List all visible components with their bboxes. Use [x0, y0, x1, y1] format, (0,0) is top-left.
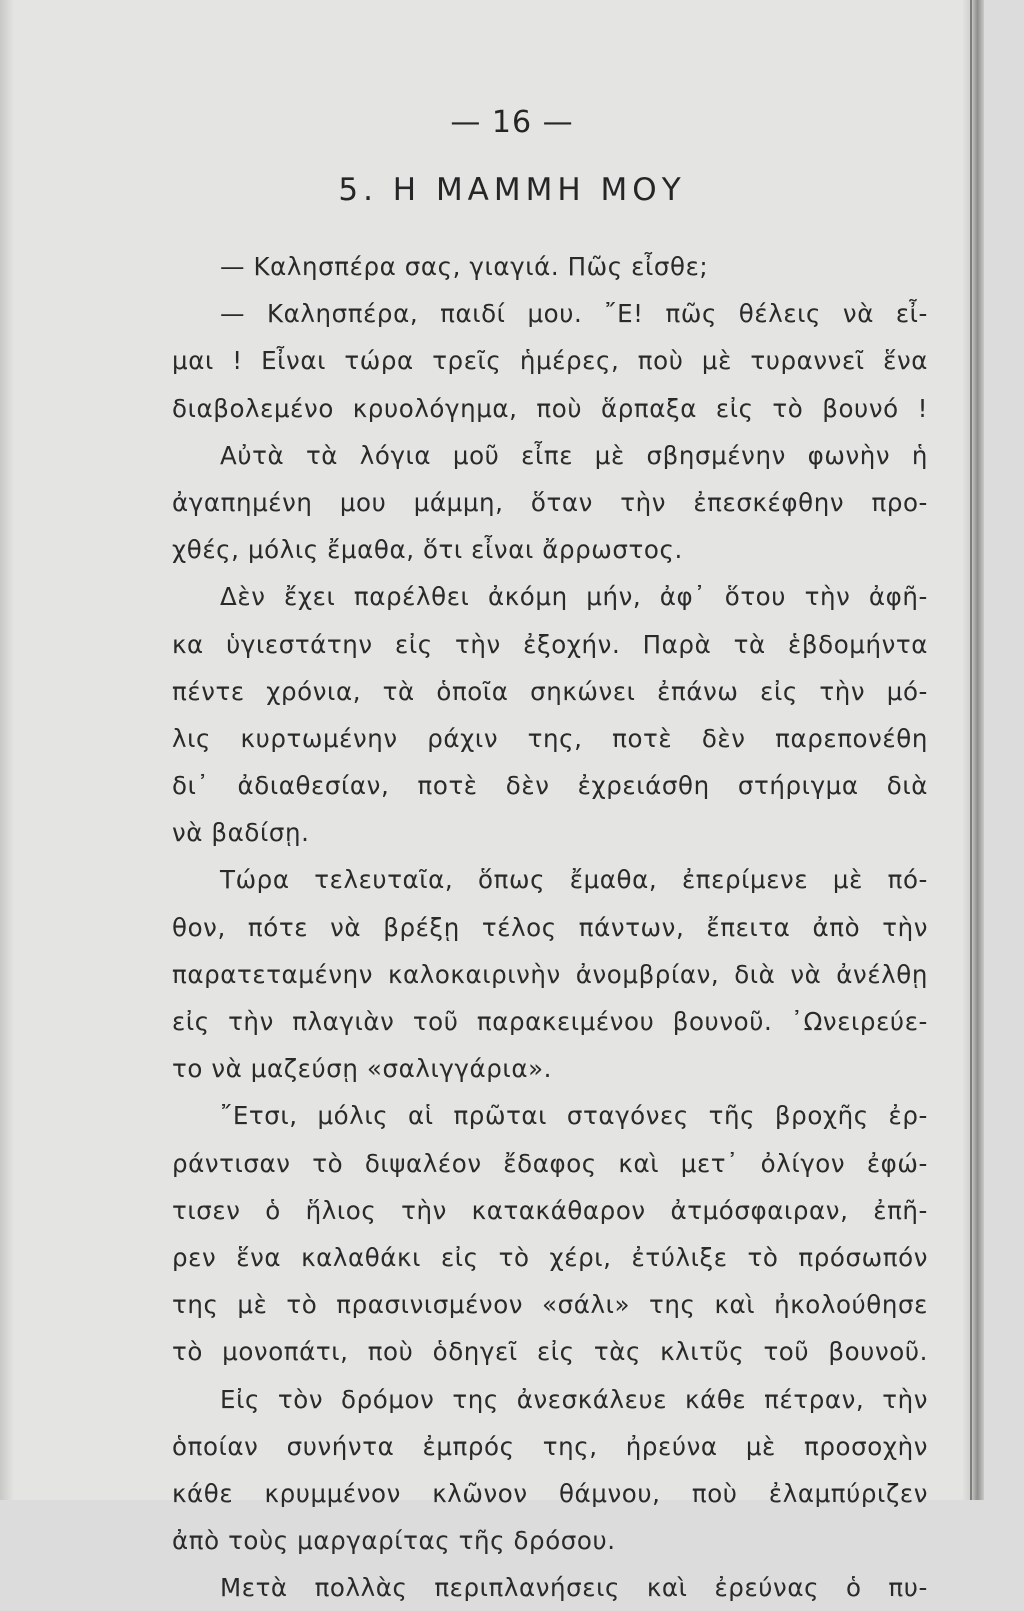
text-line: δι᾽ ἀδιαθεσίαν, ποτὲ δὲν ἐχρειάσθη στήριγμα διὰ	[172, 771, 928, 801]
text-line: Τώρα τελευταῖα, ὅπως ἔμαθα, ἐπερίμενε μὲ πό-	[220, 865, 928, 895]
text-line: — Καλησπέρα σας, γιαγιά. Πῶς εἶσθε;	[220, 252, 709, 281]
text-line: της μὲ τὸ πρασινισμένον «σάλι» της καὶ ἠκολούθησε	[172, 1290, 928, 1320]
page-edge	[962, 0, 984, 1500]
page-number: — 16 —	[450, 105, 574, 140]
text-line: μαι ! Εἶναι τώρα τρεῖς ἡμέρες, ποὺ μὲ τυραννεῖ ἕνα	[172, 346, 928, 376]
text-line: τισεν ὁ ἥλιος τὴν κατακάθαρον ἀτμόσφαιραν, ἐπῆ-	[172, 1195, 928, 1225]
text-line: λις κυρτωμένην ράχιν της, ποτὲ δὲν παρεπονέθη	[172, 723, 928, 753]
text-line: εἰς τὴν πλαγιὰν τοῦ παρακειμένου βουνοῦ. ᾿Ωνειρεύε-	[172, 1007, 928, 1036]
text-line: Αὐτὰ τὰ λόγια μοῦ εἶπε μὲ σβησμένην φωνὴν ἡ	[220, 440, 928, 470]
text-line: κα ὑγιεστάτην εἰς τὴν ἐξοχήν. Παρὰ τὰ ἑβδομήντα	[172, 629, 928, 659]
text-line: ὁποίαν συνήντα ἐμπρός της, ἠρεύνα μὲ προσοχὴν	[172, 1431, 928, 1461]
text-line: ράντισαν τὸ διψαλέον ἔδαφος καὶ μετ᾽ ὀλίγον ἐφώ-	[172, 1148, 928, 1178]
text-line: Μετὰ πολλὰς περιπλανήσεις καὶ ἐρεύνας ὁ πυ-	[220, 1573, 928, 1603]
text-line: τὸ μονοπάτι, ποὺ ὁδηγεῖ εἰς τὰς κλιτῦς τοῦ βουνοῦ.	[172, 1337, 928, 1367]
text-line: ἀγαπημένη μου μάμμη, ὅταν τὴν ἐπεσκέφθην προ-	[172, 487, 928, 517]
text-line: πέντε χρόνια, τὰ ὁποῖα σηκώνει ἐπάνω εἰς τὴν μό-	[172, 676, 928, 706]
chapter-title: 5. Η ΜΑΜΜΗ ΜΟΥ	[338, 172, 686, 208]
text-line: ῎Ετσι, μόλις αἱ πρῶται σταγόνες τῆς βροχῆς ἐρ-	[220, 1101, 928, 1131]
text-line: Εἰς τὸν δρόμον της ἀνεσκάλευε κάθε πέτραν, τὴν	[220, 1384, 928, 1414]
text-line: ρεν ἕνα καλαθάκι εἰς τὸ χέρι, ἐτύλιξε τὸ πρόσωπόν	[172, 1242, 928, 1272]
text-line: — Καλησπέρα, παιδί μου. ῎Ε! πῶς θέλεις νὰ εἶ-	[220, 299, 928, 329]
text-line: παρατεταμένην καλοκαιρινὴν ἀνομβρίαν, διὰ νὰ ἀνέλθῃ	[172, 959, 928, 989]
text-line: κάθε κρυμμένον κλῶνον θάμνου, ποὺ ἐλαμπύριζεν	[172, 1478, 928, 1508]
text-line: νὰ βαδίσῃ.	[172, 818, 310, 848]
text-line: Δὲν ἔχει παρέλθει ἀκόμη μήν, ἀφ᾽ ὅτου τὴν ἀφῆ-	[220, 582, 928, 612]
text-line: το νὰ μαζεύσῃ «σαλιγγάρια».	[172, 1054, 553, 1084]
text-line: χθές, μόλις ἔμαθα, ὅτι εἶναι ἄρρωστος.	[172, 535, 683, 565]
text-line: διαβολεμένο κρυολόγημα, ποὺ ἅρπαξα εἰς τὸ βουνό !	[172, 393, 928, 423]
text-line: ἀπὸ τοὺς μαργαρίτας τῆς δρόσου.	[172, 1526, 616, 1556]
body-text	[172, 243, 928, 1611]
text-line: θον, πότε νὰ βρέξῃ τέλος πάντων, ἔπειτα ἀπὸ τὴν	[172, 912, 928, 942]
page-gutter-shadow	[0, 0, 14, 1500]
